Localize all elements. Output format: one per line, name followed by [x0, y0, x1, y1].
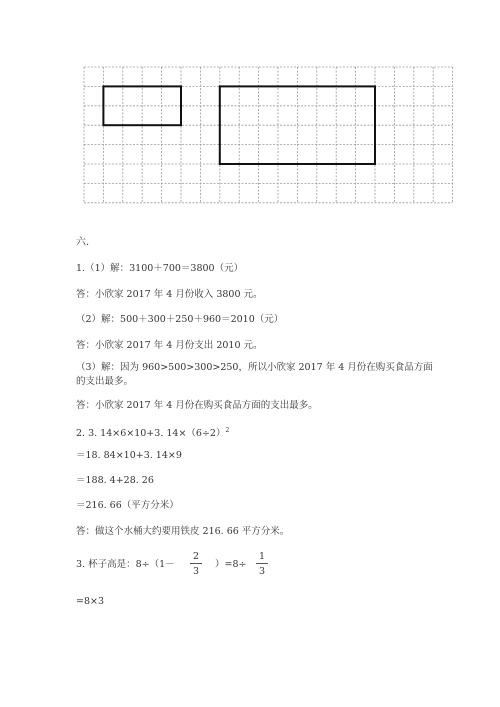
q2-expression — [76, 424, 229, 440]
q2-answer: 答：做这个水桶大约要用铁皮 216. 66 平方分米。 — [76, 526, 290, 537]
q2-calc-3: ＝216. 66（平方分米） — [76, 500, 179, 511]
q2-expression-text: 2. 3. 14×6×10+3. 14×（6÷2） — [76, 428, 226, 439]
q1-step-1: 1.（1）解：3100＋700＝3800（元） — [76, 263, 244, 274]
q1-answer-1: 答：小欣家 2017 年 4 月份收入 3800 元。 — [76, 289, 263, 300]
q2-calc-1: ＝18. 84×10+3. 14×9 — [76, 450, 182, 461]
section-title: 六. — [76, 237, 90, 248]
q3-fraction-2-denominator: 3 — [258, 566, 266, 577]
q3-fraction-1-denominator: 3 — [192, 566, 200, 577]
q3-expression-part-1: 3. 杯子高是：8÷（1－ — [76, 559, 175, 570]
q1-step-3-line-1: （3）解：因为 960>500>300>250，所以小欣家 2017 年 4 月份在购买食品方面 — [76, 362, 433, 373]
q3-fraction-1-numerator: 2 — [190, 551, 202, 564]
q1-answer-2: 答：小欣家 2017 年 4 月份支出 2010 元。 — [76, 340, 263, 351]
q2-calc-2: ＝188. 4+28. 26 — [76, 475, 154, 486]
q3-fraction-1 — [190, 551, 202, 577]
q2-exponent: 2 — [225, 427, 230, 434]
q1-answer-3: 答：小欣家 2017 年 4 月份在购买食品方面的支出最多。 — [76, 400, 318, 411]
q3-calc-1: =8×3 — [76, 596, 105, 607]
q1-step-3-line-2: 的支出最多。 — [76, 376, 134, 387]
q3-expression-part-2: ）=8÷ — [215, 559, 247, 570]
q3-fraction-2 — [256, 551, 268, 577]
q1-step-2: （2）解：500＋300＋250＋960＝2010（元） — [76, 314, 284, 325]
q3-fraction-2-numerator: 1 — [256, 551, 268, 564]
